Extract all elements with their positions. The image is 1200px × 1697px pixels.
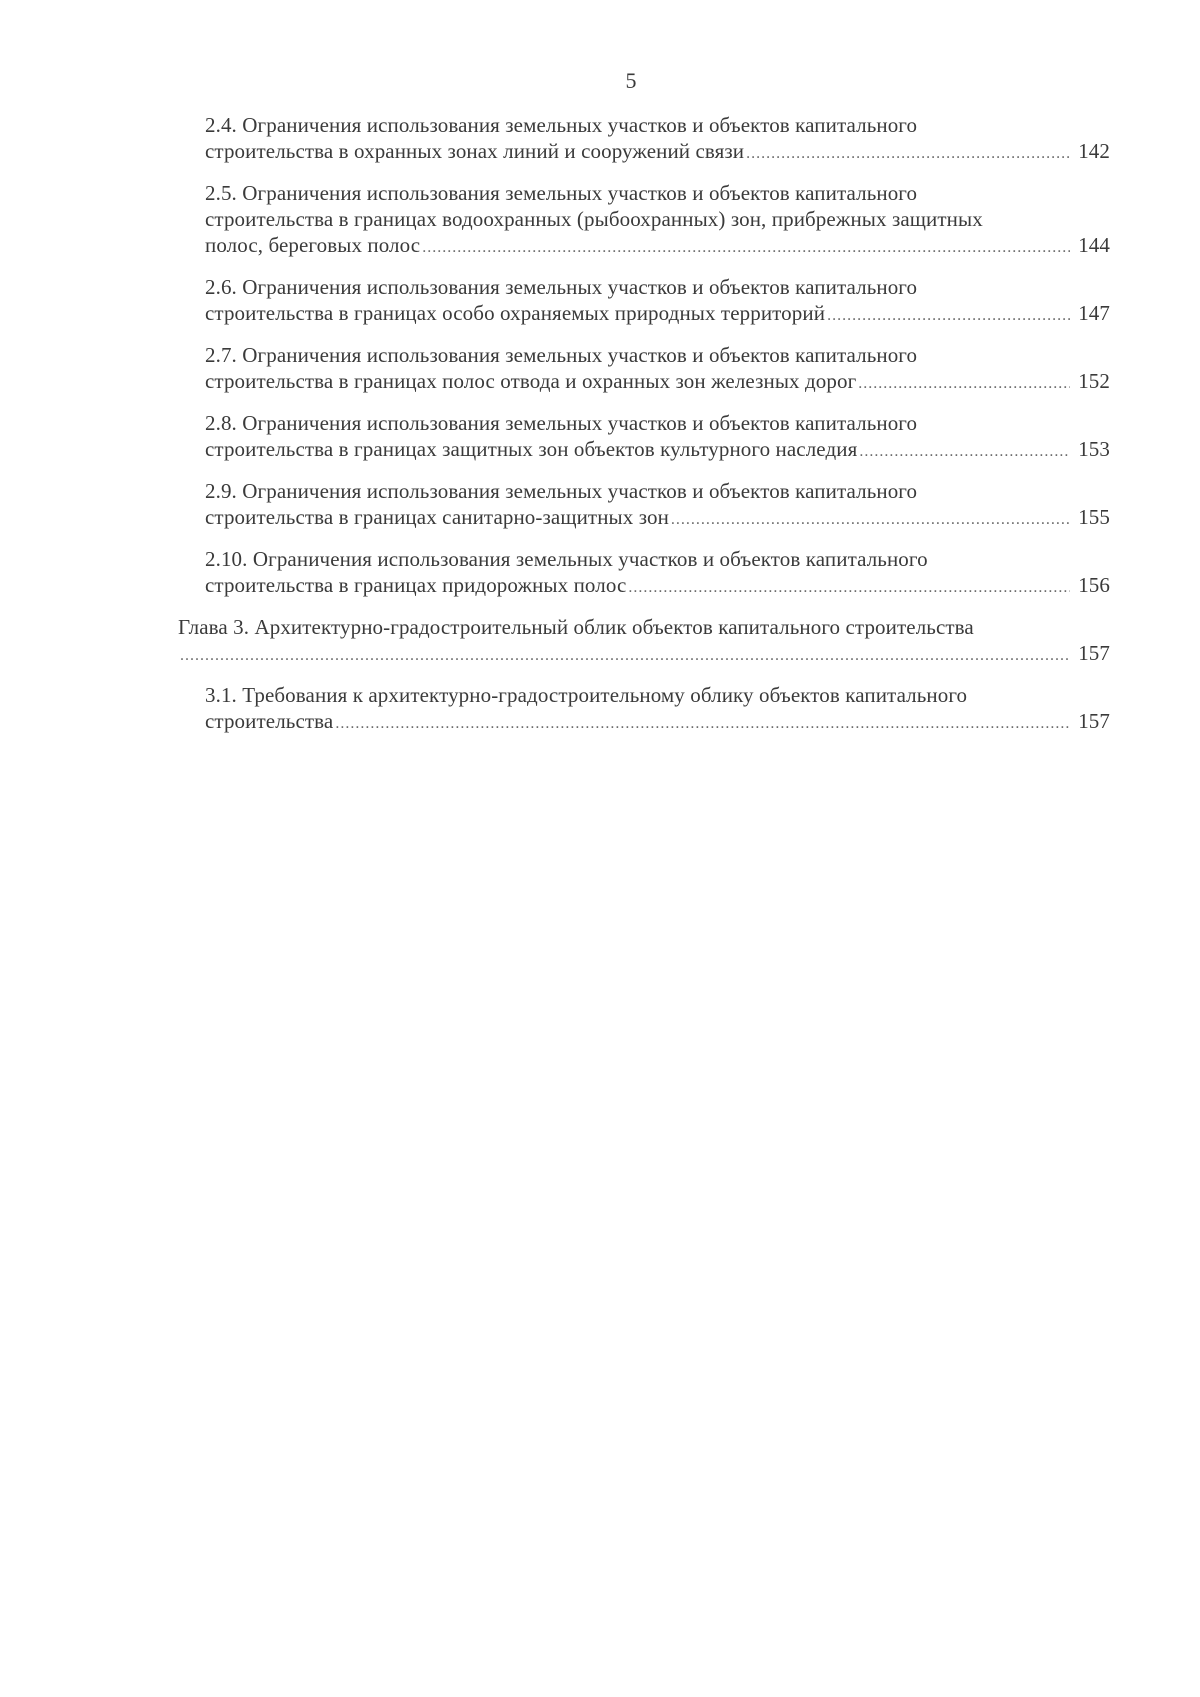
dot-leader	[859, 439, 1070, 465]
dot-leader	[827, 303, 1070, 329]
toc-entry-2-4[interactable]	[178, 112, 1110, 167]
toc-entry-line	[178, 640, 1110, 669]
toc-page-ref: 142	[1078, 139, 1110, 163]
toc-entry-2-10[interactable]	[178, 546, 1110, 601]
toc-entry-title: 2.9. Ограничения использования земельных участков и объектов капитального	[205, 479, 918, 503]
toc-entry-title: 3.1. Требования к архитектурно-градостроительному облику объектов капитального	[205, 683, 968, 707]
toc-entry-line	[205, 436, 1110, 465]
toc-page-ref: 144	[1078, 233, 1110, 257]
toc-entry-title-cont: строительства в границах особо охраняемых природных территорий	[205, 301, 826, 325]
toc-entry-2-9[interactable]	[178, 478, 1110, 533]
dot-leader	[335, 711, 1070, 737]
dot-leader	[746, 141, 1070, 167]
toc-entry-title-cont: строительства в границах придорожных полос	[205, 573, 627, 597]
toc-entry-title: 2.8. Ограничения использования земельных участков и объектов капитального	[205, 411, 918, 435]
toc-entry-3-1[interactable]	[178, 682, 1110, 737]
toc-entry-title: 2.10. Ограничения использования земельных участков и объектов капитального	[205, 547, 928, 571]
toc-entry-title: Глава 3. Архитектурно-градостроительный облик объектов капитального строительства	[178, 615, 974, 639]
page-number: 5	[625, 68, 637, 93]
toc-entry-title: 2.5. Ограничения использования земельных участков и объектов капитального	[205, 181, 918, 205]
dot-leader	[671, 507, 1070, 533]
toc-page-ref: 153	[1078, 437, 1110, 461]
toc-entry-line	[205, 138, 1110, 167]
toc-entry-2-5[interactable]	[178, 180, 1110, 261]
toc-entry-line	[205, 300, 1110, 329]
table-of-contents	[178, 112, 1110, 750]
toc-entry-title-cont: строительства в охранных зонах линий и сооружений связи	[205, 139, 745, 163]
dot-leader	[628, 575, 1070, 601]
toc-page-ref: 156	[1078, 573, 1110, 597]
toc-entry-title-cont: строительства в границах санитарно-защитных зон	[205, 505, 669, 529]
toc-entry-line	[205, 232, 1110, 261]
dot-leader	[858, 371, 1070, 397]
dot-leader	[422, 235, 1070, 261]
toc-entry-2-8[interactable]	[178, 410, 1110, 465]
toc-entry-line	[205, 708, 1110, 737]
toc-page-ref: 155	[1078, 505, 1110, 529]
toc-page-ref: 147	[1078, 301, 1110, 325]
toc-entry-title: 2.7. Ограничения использования земельных участков и объектов капитального	[205, 343, 918, 367]
toc-entry-title: 2.4. Ограничения использования земельных участков и объектов капитального	[205, 113, 918, 137]
toc-entry-title-mid: строительства в границах водоохранных (рыбоохранных) зон, прибрежных защитных	[205, 207, 983, 231]
toc-entry-line	[205, 572, 1110, 601]
toc-entry-2-6[interactable]	[178, 274, 1110, 329]
toc-entry-line	[205, 368, 1110, 397]
toc-entry-chapter-3[interactable]	[178, 614, 1110, 669]
toc-page-ref: 157	[1078, 641, 1110, 665]
toc-entry-title-cont: строительства в границах полос отвода и охранных зон железных дорог	[205, 369, 857, 393]
toc-page-ref: 157	[1078, 709, 1110, 733]
toc-page-ref: 152	[1078, 369, 1110, 393]
toc-entry-title-cont: полос, береговых полос	[205, 233, 421, 257]
toc-entry-line	[205, 504, 1110, 533]
toc-entry-title-cont: строительства в границах защитных зон объектов культурного наследия	[205, 437, 858, 461]
toc-entry-2-7[interactable]	[178, 342, 1110, 397]
toc-entry-title-cont: строительства	[205, 709, 334, 733]
dot-leader	[180, 643, 1070, 669]
toc-entry-title: 2.6. Ограничения использования земельных участков и объектов капитального	[205, 275, 918, 299]
